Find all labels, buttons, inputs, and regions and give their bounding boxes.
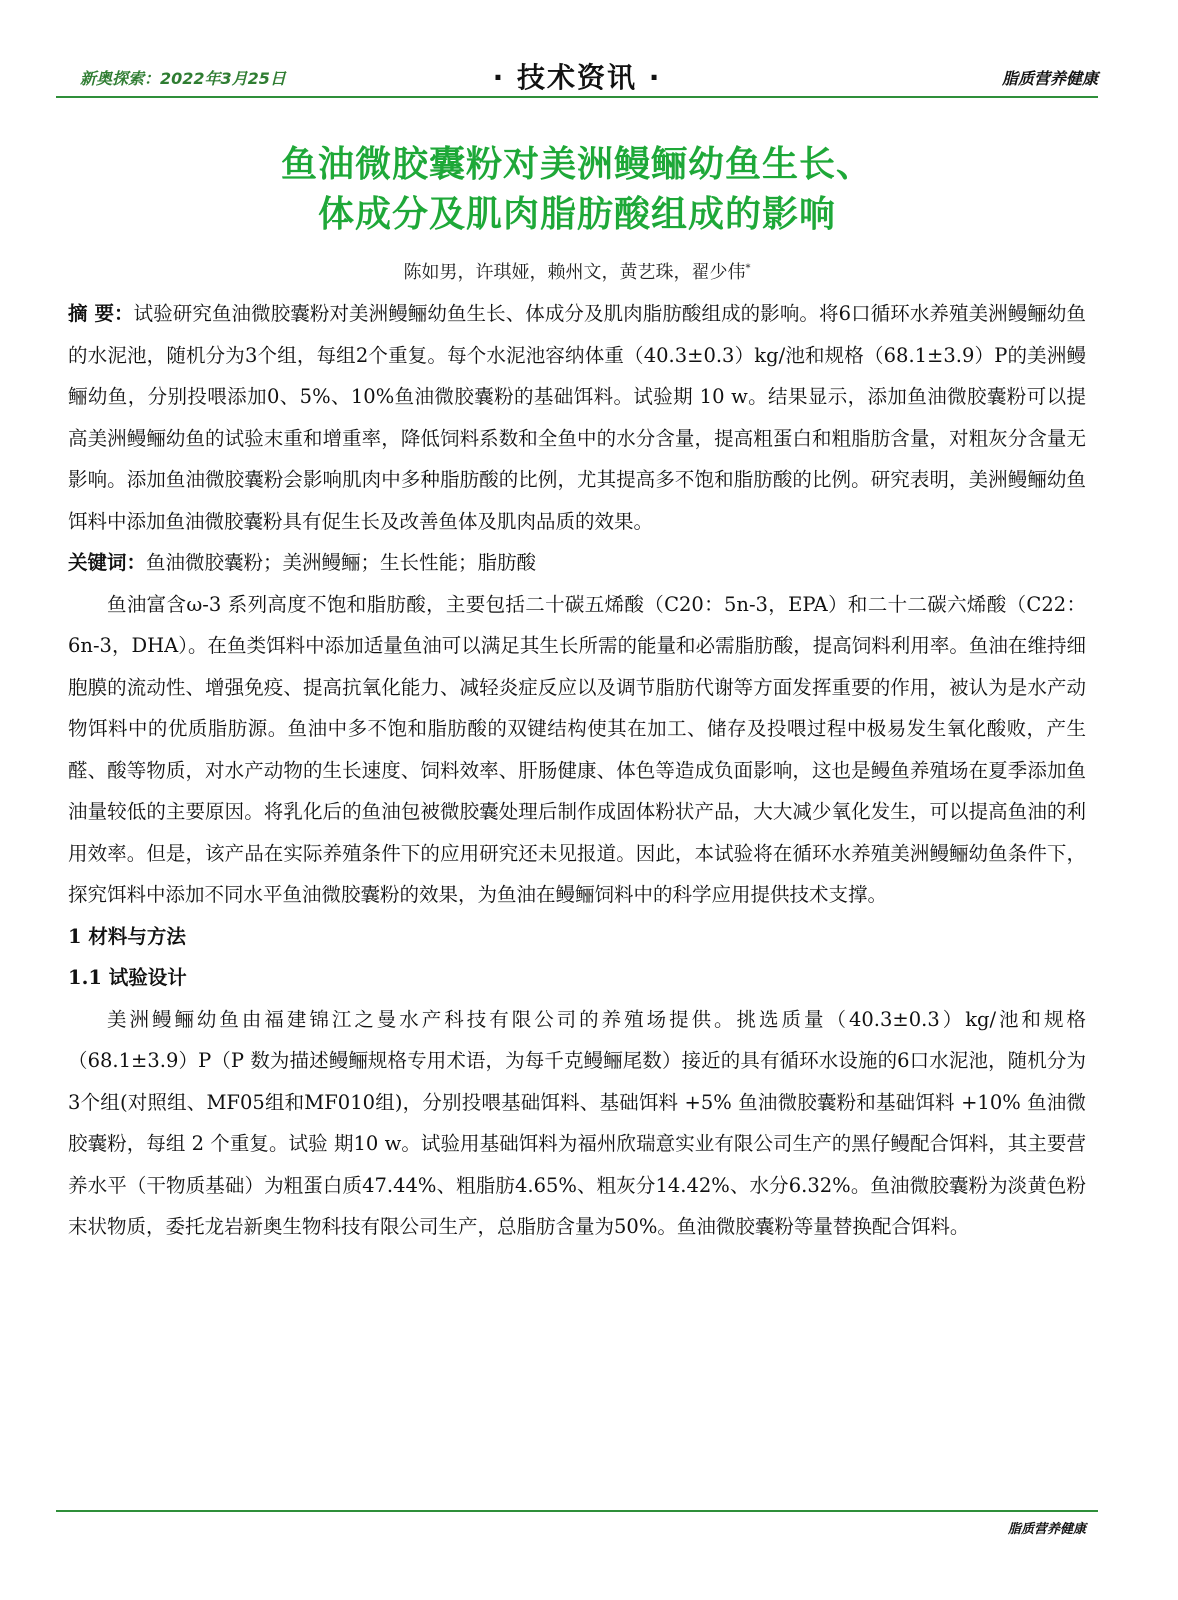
abstract-text: 试验研究鱼油微胶囊粉对美洲鳗鲡幼鱼生长、体成分及肌肉脂肪酸组成的影响。将6口循环水养殖美洲鳗鲡幼鱼的水泥池，随机分为3个组，每组2个重复。每个水泥池容纳体重（40.3±0.3）kg/池和规格（68.1±3.9）P的美洲鳗鲡幼鱼，分别投喂添加0、5%、10%鱼油微胶囊粉的基础饵料。试验期 10 w。结果显示，添加鱼油微胶囊粉可以提高美洲鳗鲡幼鱼的试验末重和增重率，降低饲料系数和全鱼中的水分含量，提高粗蛋白和粗脂肪含量，对粗灰分含量无影响。添加鱼油微胶囊粉会影响肌肉中多种脂肪酸的比例，尤其提高多不饱和脂肪酸的比例。研究表明，美洲鳗鲡幼鱼饵料中添加鱼油微胶囊粉具有促生长及改善鱼体及肌肉品质的效果。: [68, 302, 1086, 533]
header-date: 新奥探索：2022年3月25日: [80, 69, 286, 88]
header-divider: [56, 96, 1098, 98]
section-heading-1-1: 1.1 试验设计: [68, 966, 187, 989]
keywords-text: 鱼油微胶囊粉；美洲鳗鲡；生长性能；脂肪酸: [146, 551, 537, 574]
design-paragraph: 美洲鳗鲡幼鱼由福建锦江之曼水产科技有限公司的养殖场提供。挑选质量（40.3±0.3）kg/池和规格（68.1±3.9）P（P 数为描述鳗鲡规格专用术语，为每千克鳗鲡尾数）接近的具有循环水设施的6口水泥池，随机分为3个组(对照组、MF05组和MF010组)，分别投喂基础饵料、基础饵料 +5% 鱼油微胶囊粉和基础饵料 +10% 鱼油微胶囊粉，每组 2 个重复。试验 期10 w。试验用基础饵料为福州欣瑞意实业有限公司生产的黑仔鳗配合饵料，其主要营养水平（干物质基础）为粗蛋白质47.44%、粗脂肪4.65%、粗灰分14.42%、水分6.32%。鱼油微胶囊粉为淡黄色粉末状物质，委托龙岩新奥生物科技有限公司生产，总脂肪含量为50%。鱼油微胶囊粉等量替换配合饵料。: [68, 1007, 1086, 1238]
header-journal-name: 脂质营养健康: [1001, 69, 1098, 88]
article-title-line-1: 鱼油微胶囊粉对美洲鳗鲡幼鱼生长、: [280, 144, 873, 185]
page-header: [56, 56, 1098, 98]
abstract-label: 摘 要：: [68, 302, 134, 325]
abstract: [68, 293, 1086, 542]
corresponding-author-mark: *: [745, 263, 751, 274]
article-title: [56, 140, 1098, 240]
footer-journal-name: 脂质营养健康: [1007, 1522, 1086, 1537]
section-heading-1: 1 材料与方法: [68, 924, 186, 948]
header-section-title: · 技术资讯 ·: [492, 61, 662, 94]
intro-paragraph: 鱼油富含ω-3 系列高度不饱和脂肪酸，主要包括二十碳五烯酸（C20：5n-3，EPA）和二十二碳六烯酸（C22：6n-3，DHA）。在鱼类饵料中添加适量鱼油可以满足其生长所需的能量和必需脂肪酸，提高饲料利用率。鱼油在维持细胞膜的流动性、增强免疫、提高抗氧化能力、减轻炎症反应以及调节脂肪代谢等方面发挥重要的作用，被认为是水产动物饵料中的优质脂肪源。鱼油中多不饱和脂肪酸的双键结构使其在加工、储存及投喂过程中极易发生氧化酸败，产生醛、酸等物质，对水产动物的生长速度、饲料效率、肝肠健康、体色等造成负面影响，这也是鳗鱼养殖场在夏季添加鱼油量较低的主要原因。将乳化后的鱼油包被微胶囊处理后制作成固体粉状产品，大大减少氧化发生，可以提高鱼油的利用效率。但是，该产品在实际养殖条件下的应用研究还未见报道。因此，本试验将在循环水养殖美洲鳗鲡幼鱼条件下，探究饵料中添加不同水平鱼油微胶囊粉的效果，为鱼油在鳗鲡饲料中的科学应用提供技术支撑。: [68, 592, 1086, 906]
article-title-line-2: 体成分及肌肉脂肪酸组成的影响: [317, 194, 836, 235]
keywords-label: 关键词：: [68, 551, 147, 574]
author-names: 陈如男，许琪娅，赖州文，黄艺珠，翟少伟: [403, 262, 746, 283]
author-list: [56, 258, 1098, 284]
article-body: [68, 293, 1086, 1248]
keywords: [68, 542, 1086, 584]
footer-divider: [56, 1510, 1098, 1512]
